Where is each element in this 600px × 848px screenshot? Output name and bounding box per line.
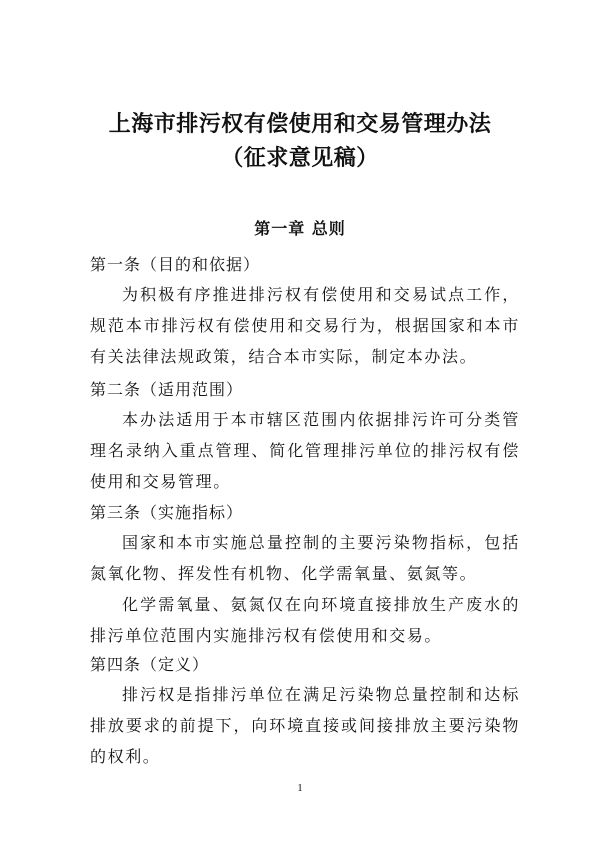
article-2-paragraph: 本办法适用于本市辖区范围内依据排污许可分类管理名录纳入重点管理、简化管理排污单位的排污权有偿使用和交易管理。 bbox=[90, 410, 520, 491]
page-number: 1 bbox=[297, 782, 303, 794]
chapter-heading: 第一章 总则 bbox=[254, 219, 346, 238]
article-1-paragraph: 为积极有序推进排污权有偿使用和交易试点工作，规范本市排污权有偿使用和交易行为，根据国家和本市有关法律法规政策，结合本市实际，制定本办法。 bbox=[90, 285, 520, 366]
article-3-paragraph-1: 国家和本市实施总量控制的主要污染物指标，包括氮氧化物、挥发性有机物、化学需氧量、氨氮等。 bbox=[90, 533, 520, 583]
document-title: 上海市排污权有偿使用和交易管理办法 bbox=[108, 111, 492, 137]
article-2-heading: 第二条（适用范围） bbox=[90, 380, 244, 399]
article-4-heading: 第四条（定义） bbox=[90, 655, 210, 674]
article-4-paragraph: 排污权是指排污单位在满足污染物总量控制和达标排放要求的前提下，向环境直接或间接排放主要污染物的权利。 bbox=[90, 685, 520, 766]
document-subtitle: （征求意见稿） bbox=[221, 145, 379, 171]
article-1-heading: 第一条（目的和依据） bbox=[90, 255, 261, 274]
article-3-paragraph-2: 化学需氧量、氨氮仅在向环境直接排放生产废水的排污单位范围内实施排污权有偿使用和交易。 bbox=[90, 595, 520, 645]
article-3-heading: 第三条（实施指标） bbox=[90, 503, 244, 522]
